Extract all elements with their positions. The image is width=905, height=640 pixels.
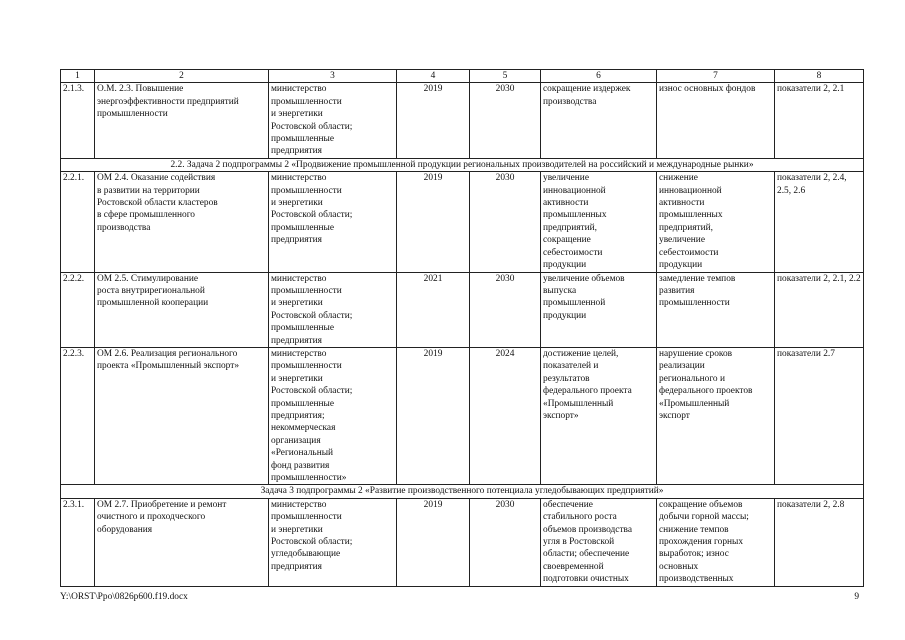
expected-result: сокращение издержек производства — [541, 83, 657, 158]
page-number: 9 — [854, 592, 859, 602]
start-year: 2019 — [397, 498, 470, 586]
measures-table — [60, 69, 864, 587]
indicator-link: показатели 2, 2.1, 2.2 — [775, 272, 864, 347]
column-number-row — [61, 70, 864, 83]
indicator-link: показатели 2.7 — [775, 347, 864, 484]
start-year: 2021 — [397, 272, 470, 347]
non-implementation-consequence: сокращение объемов добычи горной массы; снижение темпов прохождения горных выработок; износ основных производственных — [657, 498, 775, 586]
row-number: 2.2.1. — [61, 172, 95, 272]
non-implementation-consequence: износ основных фондов — [657, 83, 775, 158]
measure-name: ОМ 2.4. Оказание содействия в развитии на территории Ростовской области кластеров в сфере промышленного производства — [95, 172, 269, 272]
section-title: Задача 3 подпрограммы 2 «Развитие производственного потенциала угледобывающих предприятий» — [61, 485, 864, 498]
column-number: 4 — [397, 70, 470, 83]
table-body — [61, 70, 864, 587]
end-year: 2030 — [470, 172, 541, 272]
start-year: 2019 — [397, 172, 470, 272]
table-row — [61, 272, 864, 347]
start-year: 2019 — [397, 83, 470, 158]
expected-result: увеличение объемов выпуска промышленной продукции — [541, 272, 657, 347]
indicator-link: показатели 2, 2.4, 2.5, 2.6 — [775, 172, 864, 272]
section-row — [61, 158, 864, 171]
footer-file-path: Y:\ORST\Ppo\0826p600.f19.docx — [60, 592, 188, 602]
executor: министерство промышленности и энергетики Ростовской области; промышленные предприятия — [269, 172, 397, 272]
measure-name: ОМ 2.5. Стимулирование роста внутрирегиональной промышленной кооперации — [95, 272, 269, 347]
section-title: 2.2. Задача 2 подпрограммы 2 «Продвижение промышленной продукции региональных производителей на российский и международные рынки» — [61, 158, 864, 171]
end-year: 2030 — [470, 83, 541, 158]
row-number: 2.3.1. — [61, 498, 95, 586]
column-number: 3 — [269, 70, 397, 83]
expected-result: увеличение инновационной активности промышленных предприятий, сокращение себестоимости продукции — [541, 172, 657, 272]
end-year: 2024 — [470, 347, 541, 484]
end-year: 2030 — [470, 498, 541, 586]
non-implementation-consequence: замедление темпов развития промышленности — [657, 272, 775, 347]
non-implementation-consequence: снижение инновационной активности промышленных предприятий, увеличение себестоимости продукции — [657, 172, 775, 272]
executor: министерство промышленности и энергетики Ростовской области; промышленные предприятия — [269, 83, 397, 158]
column-number: 7 — [657, 70, 775, 83]
non-implementation-consequence: нарушение сроков реализации регионального и федерального проектов «Промышленный экспорт — [657, 347, 775, 484]
executor: министерство промышленности и энергетики Ростовской области; промышленные предприятия — [269, 272, 397, 347]
column-number: 6 — [541, 70, 657, 83]
executor: министерство промышленности и энергетики Ростовской области; угледобывающие предприятия — [269, 498, 397, 586]
expected-result: достижение целей, показателей и результатов федерального проекта «Промышленный экспорт» — [541, 347, 657, 484]
row-number: 2.2.3. — [61, 347, 95, 484]
column-number: 8 — [775, 70, 864, 83]
expected-result: обеспечение стабильного роста объемов производства угля в Ростовской области; обеспечение своевременной подготовки очистных — [541, 498, 657, 586]
column-number: 1 — [61, 70, 95, 83]
table-row — [61, 347, 864, 484]
measure-name: ОМ 2.6. Реализация регионального проекта «Промышленный экспорт» — [95, 347, 269, 484]
measure-name: ОМ 2.7. Приобретение и ремонт очистного и проходческого оборудования — [95, 498, 269, 586]
table-row — [61, 172, 864, 272]
executor: министерство промышленности и энергетики Ростовской области; промышленные предприятия; некоммерческая организация «Региональный фонд развития промышленности» — [269, 347, 397, 484]
indicator-link: показатели 2, 2.1 — [775, 83, 864, 158]
measure-name: О.М. 2.3. Повышение энергоэффективности предприятий промышленности — [95, 83, 269, 158]
column-number: 5 — [470, 70, 541, 83]
table-row — [61, 83, 864, 158]
row-number: 2.2.2. — [61, 272, 95, 347]
section-row — [61, 485, 864, 498]
column-number: 2 — [95, 70, 269, 83]
table-row — [61, 498, 864, 586]
start-year: 2019 — [397, 347, 470, 484]
end-year: 2030 — [470, 272, 541, 347]
indicator-link: показатели 2, 2.8 — [775, 498, 864, 586]
row-number: 2.1.3. — [61, 83, 95, 158]
